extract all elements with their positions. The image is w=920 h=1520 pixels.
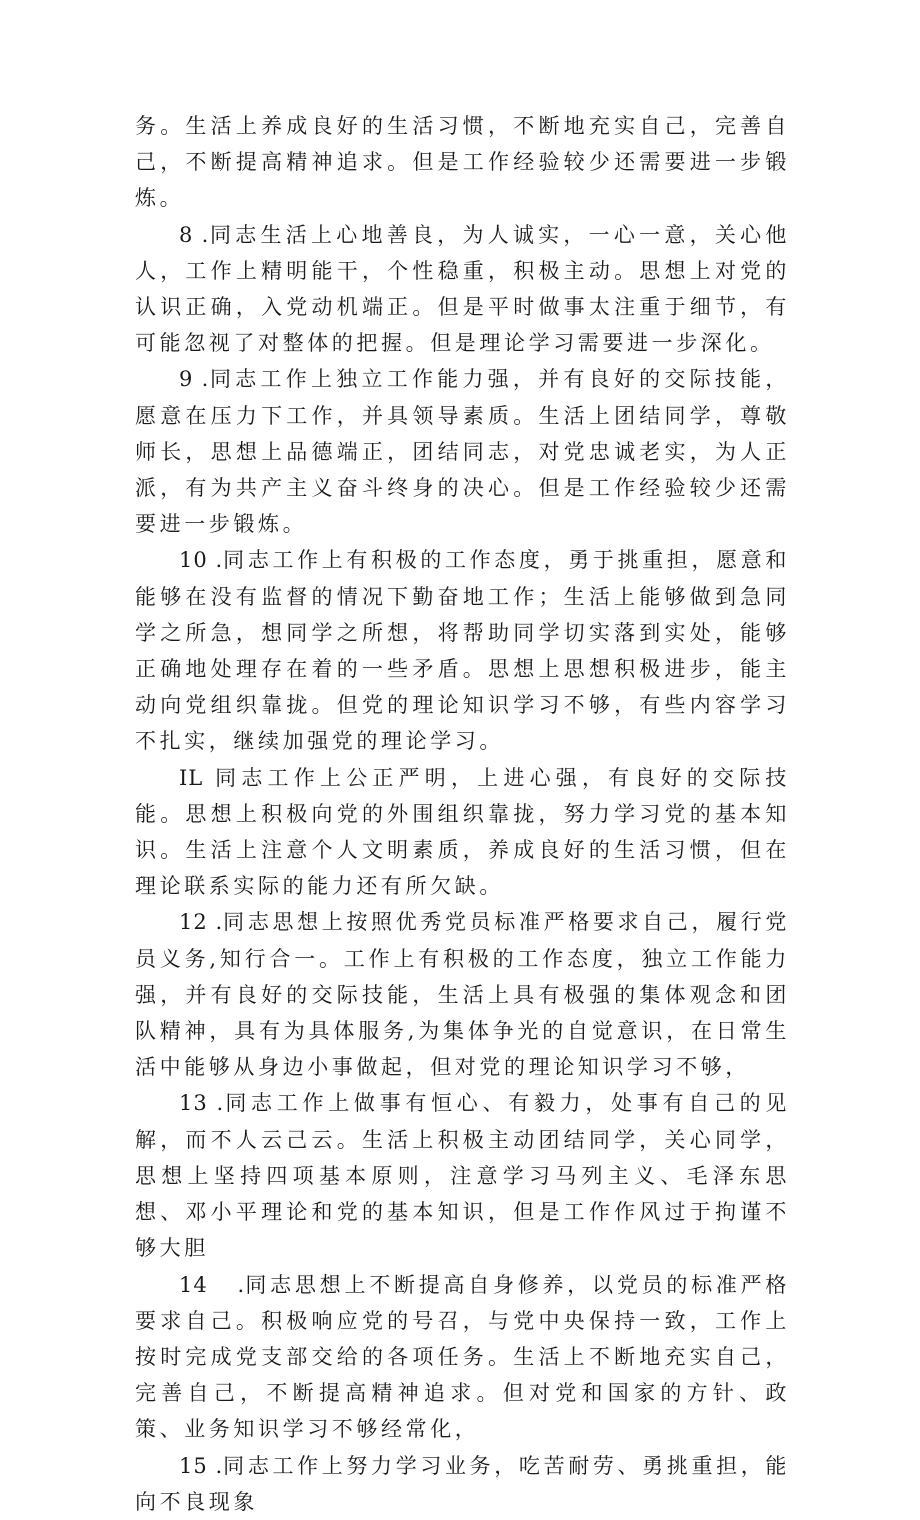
item-number: 13 . [179, 1091, 225, 1116]
paragraph-text: 同志工作上努力学习业务，吃苦耐劳、勇挑重担，能向不良现象 [135, 1453, 790, 1514]
item-number: 15 . [179, 1453, 224, 1478]
paragraph-item-8 [135, 217, 790, 362]
paragraph-text: 同志工作上独立工作能力强，并有良好的交际技能，愿意在压力下工作，并具领导素质。生活上团结同学，尊敬师长，思想上品德端正，团结同志，对党忠诚老实，为人正派，有为共产主义奋斗终身的决心。但是工作经验较少还需要进一步锻炼。 [135, 367, 790, 537]
paragraph-item-12 [135, 904, 790, 1085]
paragraph-item-10 [135, 542, 790, 759]
paragraph-text: 同志思想上不断提高自身修养，以党员的标准严格要求自己。积极响应党的号召，与党中央保持一致，工作上按时完成党支部交给的各项任务。生活上不断地充实自己，完善自己，不断提高精神追求。但对党和国家的方针、政策、业务知识学习不够经常化， [135, 1272, 790, 1442]
item-number: 14 . [179, 1272, 246, 1297]
item-number: 12 . [179, 910, 224, 935]
item-number: IL [179, 765, 204, 790]
paragraph-continuation [135, 108, 790, 217]
paragraph-text: 同志思想上按照优秀党员标准严格要求自己，履行党员义务,知行合一。工作上有积极的工作态度，独立工作能力强，并有良好的交际技能，生活上具有极强的集体观念和团队精神，具有为具体服务,为集体争光的自觉意识，在日常生活中能够从身边小事做起，但对党的理论知识学习不够， [135, 910, 790, 1080]
document-page [135, 108, 790, 1520]
item-number: 8 . [179, 222, 210, 247]
paragraph-item-14 [135, 1267, 790, 1448]
paragraph-text: 同志工作上做事有恒心、有毅力，处事有自己的见解，而不人云己云。生活上积极主动团结同学，关心同学，思想上坚持四项基本原则，注意学习马列主义、毛泽东思想、邓小平理论和党的基本知识，但是工作作风过于拘谨不够大胆 [135, 1091, 791, 1261]
item-number: 10 . [179, 548, 224, 573]
paragraph-item-15 [135, 1448, 790, 1520]
paragraph-item-13 [135, 1085, 790, 1266]
paragraph-text: 同志工作上公正严明，上进心强，有良好的交际技能。思想上积极向党的外围组织靠拢，努力学习党的基本知识。生活上注意个人文明素质，养成良好的生活习惯，但在理论联系实际的能力还有所欠缺。 [135, 765, 791, 899]
paragraph-item-11 [135, 760, 790, 905]
item-number: 9 . [179, 367, 210, 392]
paragraph-item-9 [135, 361, 790, 542]
paragraph-text: 同志生活上心地善良，为人诚实，一心一意，关心他人，工作上精明能干，个性稳重，积极主动。思想上对党的认识正确，入党动机端正。但是平时做事太注重于细节，有可能忽视了对整体的把握。但是理论学习需要进一步深化。 [135, 222, 790, 356]
paragraph-text: 同志工作上有积极的工作态度，勇于挑重担，愿意和能够在没有监督的情况下勤奋地工作；生活上能够做到急同学之所急，想同学之所想，将帮助同学切实落到实处，能够正确地处理存在着的一些矛盾。思想上思想积极进步，能主动向党组织靠拢。但党的理论知识学习不够，有些内容学习不扎实，继续加强党的理论学习。 [135, 548, 790, 754]
paragraph-text: 务。生活上养成良好的生活习惯，不断地充实自己，完善自己，不断提高精神追求。但是工作经验较少还需要进一步锻炼。 [135, 114, 790, 211]
